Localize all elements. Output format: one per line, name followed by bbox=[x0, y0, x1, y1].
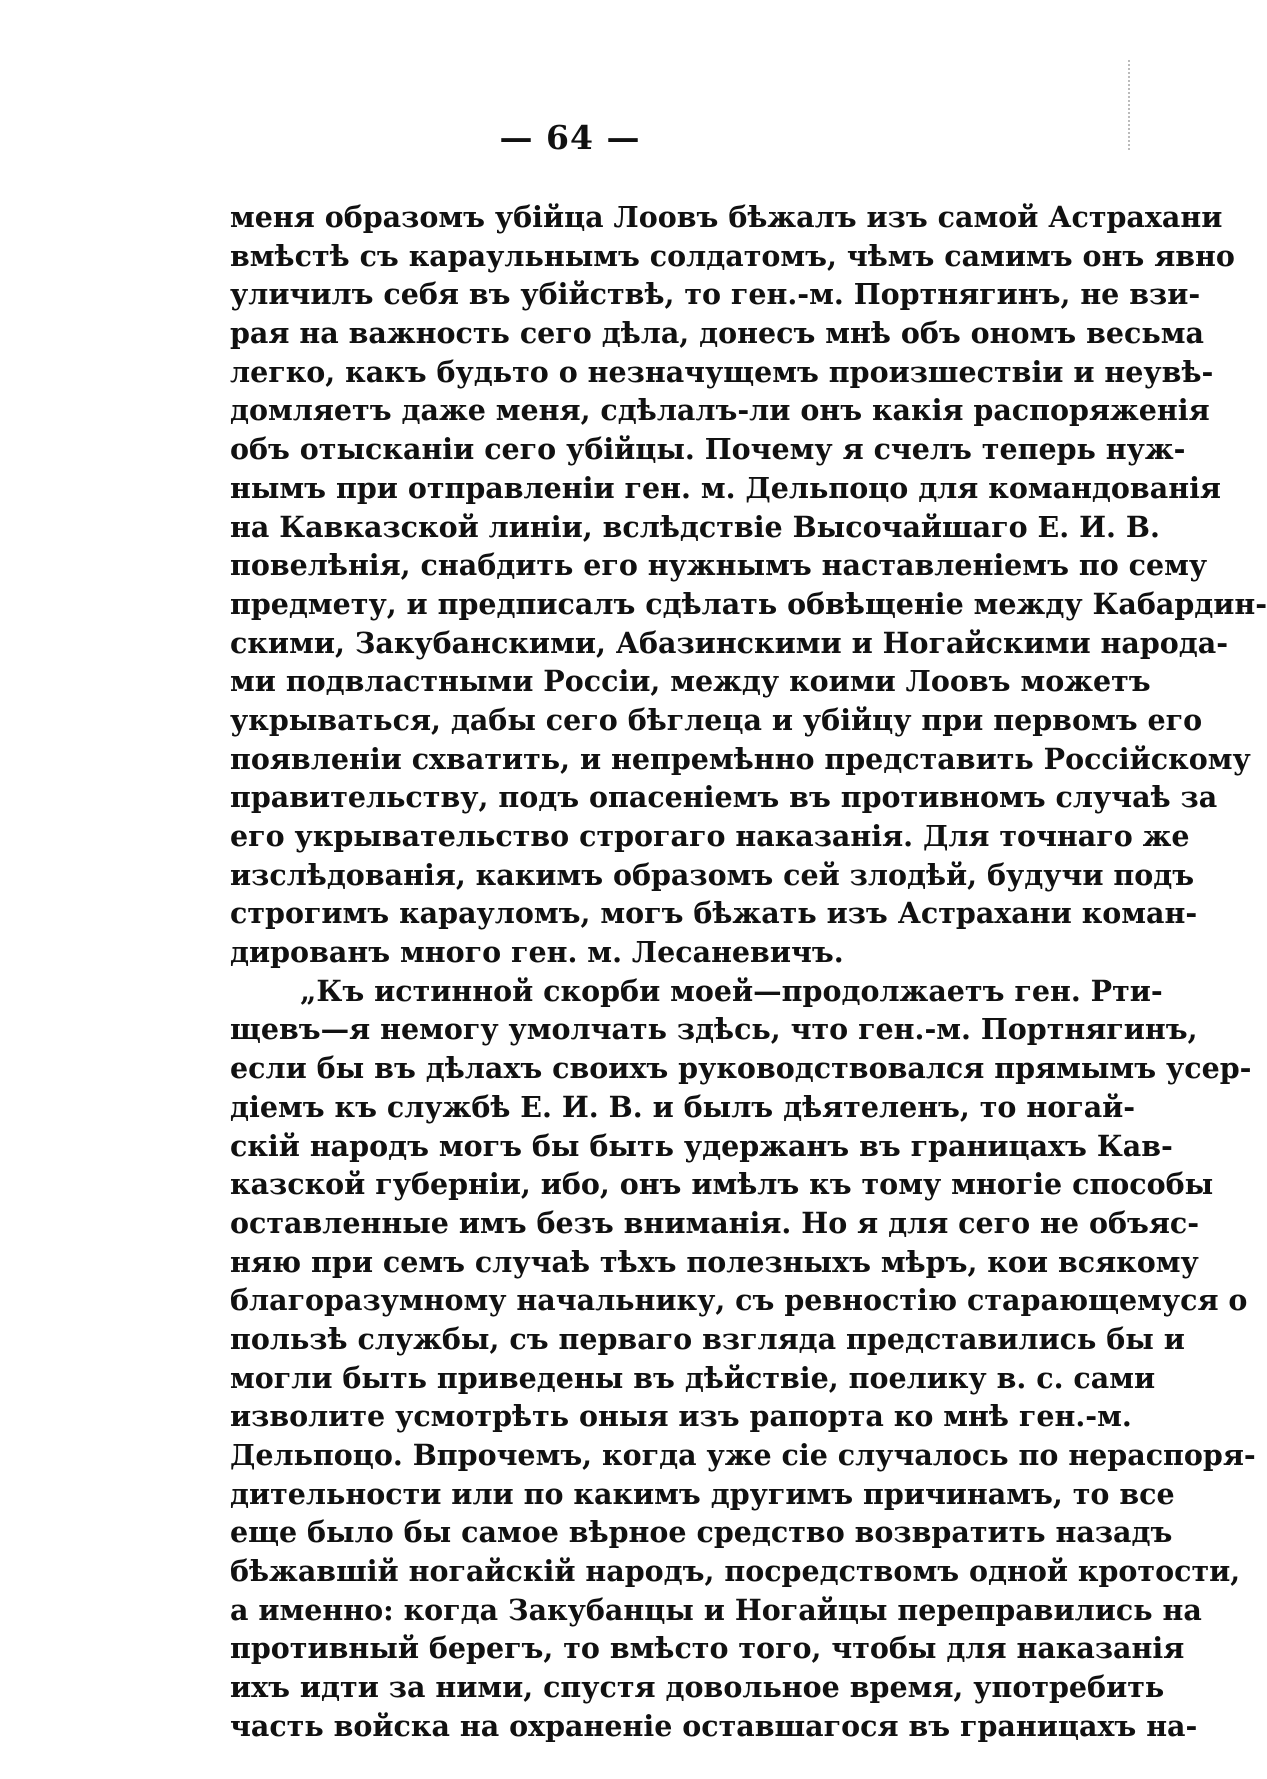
text-line: ихъ идти за ними, спустя довольное время, употребить bbox=[230, 1670, 1165, 1705]
text-line: правительству, подъ опасеніемъ въ противномъ случаѣ за bbox=[230, 780, 1218, 815]
text-line: скими, Закубанскими, Абазинскими и Ногайскими народа- bbox=[230, 625, 1229, 660]
text-line: повелѣнія, снабдить его нужнымъ наставленіемъ по сему bbox=[230, 548, 1208, 583]
text-line: ми подвластными Россіи, между коими Лоовъ можетъ bbox=[230, 664, 1151, 699]
text-line: благоразумному начальнику, съ ревностію старающемуся о bbox=[230, 1283, 1248, 1318]
text-line: укрываться, дабы сего бѣглеца и убійцу при первомъ его bbox=[230, 702, 1203, 737]
text-line: рая на важность сего дѣла, донесъ мнѣ объ ономъ весьма bbox=[230, 316, 1204, 351]
text-line: появленіи схватить, и непремѣнно представить Россійскому bbox=[230, 741, 1251, 776]
text-line: „Къ истинной скорби моей—продолжаетъ ген. Рти- bbox=[300, 973, 1163, 1008]
text-line: строгимъ карауломъ, могъ бѣжать изъ Астрахани коман- bbox=[230, 896, 1198, 931]
text-line: нымъ при отправленіи ген. м. Дельпоцо для командованія bbox=[230, 470, 1221, 505]
text-line: Дельпоцо. Впрочемъ, когда уже сіе случалось по нераспоря- bbox=[230, 1438, 1256, 1472]
text-line: вмѣстѣ съ караульнымъ солдатомъ, чѣмъ самимъ онъ явно bbox=[230, 238, 1235, 273]
text-line: а именно: когда Закубанцы и Ногайцы переправились на bbox=[230, 1592, 1202, 1627]
text-line: предмету, и предписалъ сдѣлать обвѣщеніе между Кабардин- bbox=[230, 586, 1267, 621]
text-line: дированъ много ген. м. Лесаневичъ. bbox=[230, 935, 844, 970]
page-body-text bbox=[230, 198, 1267, 1746]
text-line: діемъ къ службѣ Е. И. В. и былъ дѣятеленъ, то ногай- bbox=[230, 1089, 1136, 1124]
text-line: если бы въ дѣлахъ своихъ руководствовался прямымъ усер- bbox=[230, 1051, 1252, 1086]
text-line: часть войска на охраненіе оставшагося въ границахъ на- bbox=[230, 1708, 1198, 1743]
text-line: пользѣ службы, съ перваго взгляда представились бы и bbox=[230, 1321, 1185, 1356]
text-line: меня образомъ убійца Лоовъ бѣжалъ изъ самой Астрахани bbox=[230, 200, 1223, 234]
text-line: изслѣдованія, какимъ образомъ сей злодѣй, будучи подъ bbox=[230, 857, 1195, 892]
text-line: объ отысканіи сего убійцы. Почему я счелъ теперь нуж- bbox=[230, 432, 1186, 467]
text-line: скій народъ могъ бы быть удержанъ въ границахъ Кав- bbox=[230, 1128, 1173, 1163]
text-line: еще было бы самое вѣрное средство возвратить назадъ bbox=[230, 1515, 1173, 1550]
text-line: домляетъ даже меня, сдѣлалъ-ли онъ какія распоряженія bbox=[230, 393, 1210, 428]
text-line: противный берегъ, то вмѣсто того, чтобы для наказанія bbox=[230, 1631, 1185, 1666]
text-line: щевъ—я немогу умолчать здѣсь, что ген.-м. Портнягинъ, bbox=[230, 1012, 1198, 1047]
text-line: на Кавказской линіи, вслѣдствіе Высочайшаго Е. И. В. bbox=[230, 509, 1160, 544]
text-line: его укрывательство строгаго наказанія. Для точнаго же bbox=[230, 819, 1190, 853]
text-line: уличилъ себя въ убійствѣ, то ген.-м. Портнягинъ, не взи- bbox=[230, 277, 1201, 312]
text-line: изволите усмотрѣть оныя изъ рапорта ко мнѣ ген.-м. bbox=[230, 1399, 1132, 1434]
text-line: няю при семъ случаѣ тѣхъ полезныхъ мѣръ, кои всякому bbox=[230, 1244, 1199, 1279]
text-line: легко, какъ будьто о незначущемъ произшествіи и неувѣ- bbox=[230, 354, 1214, 389]
text-line: дительности или по какимъ другимъ причинамъ, то все bbox=[230, 1476, 1175, 1511]
text-line: казской губерніи, ибо, онъ имѣлъ къ тому многіе способы bbox=[230, 1167, 1214, 1202]
text-line: могли быть приведены въ дѣйствіе, поелику в. с. сами bbox=[230, 1360, 1156, 1395]
text-line: оставленные имъ безъ вниманія. Но я для сего не объяс- bbox=[230, 1205, 1200, 1240]
page-number-header: — 64 — bbox=[499, 118, 641, 157]
text-line: бѣжавшій ногайскій народъ, посредствомъ одной кротости, bbox=[230, 1554, 1241, 1589]
